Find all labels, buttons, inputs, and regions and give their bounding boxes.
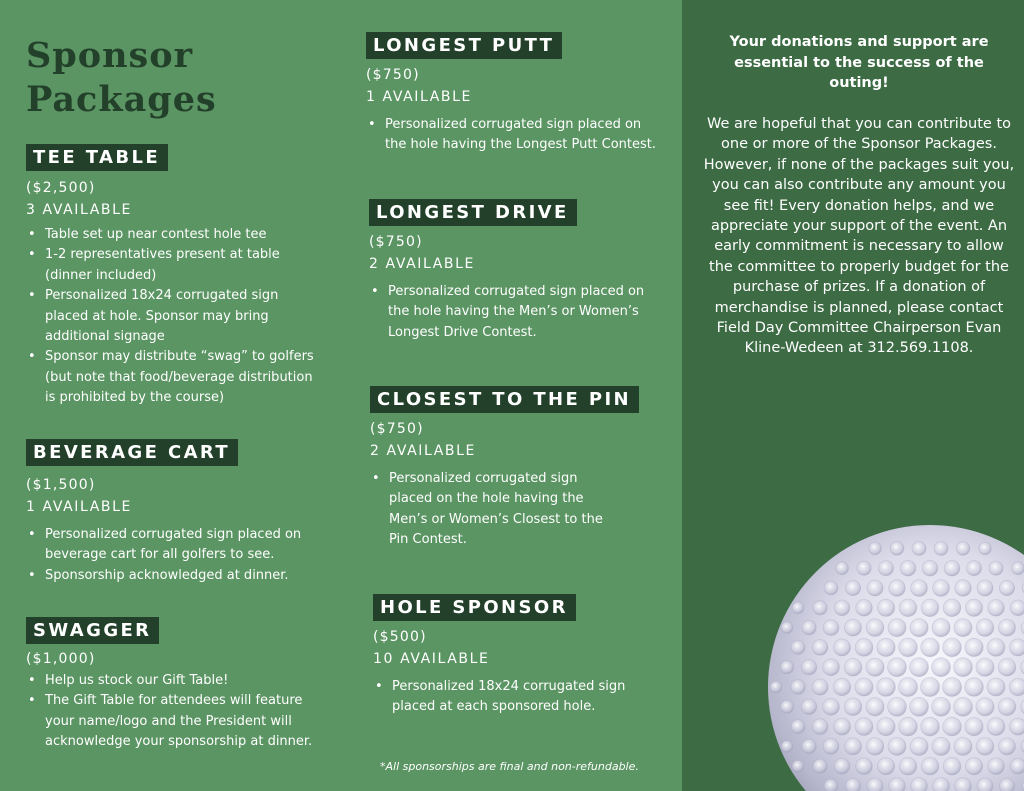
golf-ball-dimple bbox=[911, 580, 928, 597]
benefit-item: • Personalized 18x24 corrugated sign placed at each sponsored hole. bbox=[373, 677, 635, 718]
golf-ball-dimple bbox=[987, 718, 1005, 736]
golf-ball-dimple bbox=[856, 758, 873, 775]
benefit-item: • Personalized corrugated sign placed on the hole having the Men’s or Women’s Longest Drive Contest. bbox=[369, 282, 659, 343]
golf-ball-dimple bbox=[988, 600, 1005, 617]
golf-ball-dimple bbox=[866, 698, 884, 716]
golf-ball-dimple bbox=[943, 717, 962, 736]
golf-ball-dimple bbox=[1010, 758, 1024, 774]
golf-ball-dimple bbox=[911, 778, 928, 791]
golf-ball-dimple bbox=[976, 658, 994, 676]
package-price: ($750) bbox=[370, 421, 424, 437]
package-benefits bbox=[26, 525, 310, 586]
golf-ball-dimple bbox=[770, 681, 782, 693]
package-availability: 10 AVAILABLE bbox=[373, 651, 490, 667]
package-benefits bbox=[26, 671, 322, 753]
package-longest-drive bbox=[369, 199, 669, 343]
golf-ball-dimple bbox=[857, 561, 871, 575]
golf-ball-dimple bbox=[999, 580, 1014, 595]
golf-ball-dimple bbox=[834, 600, 850, 616]
golf-ball-dimple bbox=[998, 658, 1016, 676]
golf-ball-dimple bbox=[781, 741, 793, 753]
package-longest-putt bbox=[366, 32, 666, 156]
golf-ball-dimple bbox=[833, 678, 850, 695]
package-availability: 1 AVAILABLE bbox=[26, 499, 132, 515]
footnote: *All sponsorships are final and non-refundable. bbox=[380, 760, 639, 773]
benefit-item: • Sponsorship acknowledged at dinner. bbox=[26, 566, 310, 586]
golf-ball-dimple bbox=[867, 580, 883, 596]
golf-ball-dimple bbox=[933, 778, 950, 791]
golf-ball-dimple bbox=[802, 739, 816, 753]
benefit-item: • Help us stock our Gift Table! bbox=[26, 671, 322, 691]
golf-ball-dimple bbox=[998, 698, 1016, 716]
golf-ball-dimple bbox=[967, 561, 982, 576]
package-closest-to-pin bbox=[370, 386, 670, 551]
golf-ball-dimple bbox=[781, 622, 793, 634]
package-name: CLOSEST TO THE PIN bbox=[370, 386, 639, 413]
golf-ball-dimple bbox=[791, 680, 806, 695]
package-benefits bbox=[369, 282, 659, 343]
golf-ball-dimple bbox=[979, 542, 992, 555]
golf-ball-dimple bbox=[823, 739, 839, 755]
golf-ball-dimple bbox=[932, 658, 951, 677]
golf-ball-dimple bbox=[932, 697, 951, 716]
benefit-item: • Personalized corrugated sign placed on the hole having the Longest Putt Contest. bbox=[366, 115, 666, 156]
golf-ball-dimple bbox=[890, 542, 904, 556]
golf-ball-dimple bbox=[976, 619, 994, 637]
package-price: ($750) bbox=[369, 234, 423, 250]
golf-ball-dimple bbox=[844, 698, 862, 716]
donation-heading: Your donations and support are essential to the success of the outing! bbox=[729, 34, 989, 91]
benefit-item: • The Gift Table for attendees will feature your name/logo and the President will acknowledge your sponsorship at dinner. bbox=[26, 691, 322, 752]
package-name: TEE TABLE bbox=[26, 144, 168, 171]
golf-ball-dimple bbox=[989, 561, 1003, 575]
golf-ball-dimple bbox=[1012, 562, 1024, 575]
golf-ball-dimple bbox=[933, 580, 950, 597]
package-beverage-cart bbox=[26, 439, 326, 586]
golf-ball-dimple bbox=[877, 599, 894, 616]
package-benefits bbox=[370, 469, 608, 551]
page-title-line2: Packages bbox=[26, 79, 217, 120]
golf-ball-dimple bbox=[869, 542, 882, 555]
golf-ball-dimple bbox=[877, 638, 895, 656]
golf-ball-dimple bbox=[987, 678, 1005, 696]
golf-ball-dimple bbox=[954, 619, 972, 637]
golf-ball-dimple bbox=[944, 560, 960, 576]
package-price: ($500) bbox=[373, 629, 427, 645]
golf-ball-dimple bbox=[780, 661, 793, 674]
package-price: ($1,000) bbox=[26, 651, 96, 667]
package-price: ($1,500) bbox=[26, 477, 96, 493]
golf-ball-dimple bbox=[965, 718, 983, 736]
golf-ball-dimple bbox=[834, 639, 851, 656]
golf-ball-dimple bbox=[910, 619, 928, 637]
golf-ball-dimple bbox=[812, 719, 828, 735]
golf-ball-dimple bbox=[855, 718, 873, 736]
golf-ball-dimple bbox=[999, 619, 1016, 636]
golf-ball-dimple bbox=[855, 678, 873, 696]
golf-ball-dimple bbox=[823, 620, 839, 636]
golf-ball-dimple bbox=[976, 738, 994, 756]
golf-ball-dimple bbox=[780, 700, 793, 713]
golf-ball-dimple bbox=[921, 757, 939, 775]
golf-ball-dimple bbox=[866, 619, 884, 637]
golf-ball-dimple bbox=[888, 658, 907, 677]
golf-ball-dimple bbox=[1009, 678, 1024, 695]
golf-ball-dimple bbox=[813, 759, 827, 773]
golf-ball-dimple bbox=[792, 760, 804, 772]
golf-ball-dimple bbox=[934, 541, 948, 555]
package-benefits bbox=[373, 677, 635, 718]
golf-ball-dimple bbox=[888, 619, 906, 637]
golf-ball-dimple bbox=[955, 778, 972, 791]
golf-ball-dimple bbox=[988, 758, 1005, 775]
golf-ball-dimple bbox=[987, 639, 1005, 657]
golf-ball-dimple bbox=[900, 560, 916, 576]
golf-ball-dimple bbox=[888, 737, 906, 755]
package-name: HOLE SPONSOR bbox=[373, 594, 576, 621]
golf-ball-dimple bbox=[791, 720, 805, 734]
golf-ball-dimple bbox=[977, 580, 993, 596]
golf-ball-dimple bbox=[877, 718, 895, 736]
golf-ball-dimple bbox=[932, 619, 950, 637]
golf-ball-dimple bbox=[812, 640, 828, 656]
golf-ball-dimple bbox=[955, 580, 972, 597]
golf-ball-dimple bbox=[943, 599, 961, 617]
page-title bbox=[26, 34, 217, 122]
golf-ball-dimple bbox=[1010, 639, 1024, 656]
golf-ball-dimple bbox=[899, 717, 918, 736]
golf-ball-dimple bbox=[921, 678, 940, 697]
golf-ball-dimple bbox=[899, 678, 918, 697]
golf-ball-dimple bbox=[845, 738, 862, 755]
golf-ball-dimple bbox=[792, 602, 804, 614]
package-name: SWAGGER bbox=[26, 617, 159, 644]
package-benefits bbox=[26, 225, 318, 409]
golf-ball-dimple bbox=[836, 562, 849, 575]
benefit-item: • 1-2 representatives present at table (dinner included) bbox=[26, 245, 318, 286]
golf-ball-dimple bbox=[977, 778, 993, 791]
golf-ball-dimple bbox=[845, 778, 860, 791]
golf-ball-dimple bbox=[889, 580, 906, 597]
golf-ball-dimple bbox=[943, 757, 961, 775]
package-swagger bbox=[26, 617, 326, 753]
golf-ball-dimple bbox=[956, 542, 970, 556]
golf-ball-dimple bbox=[856, 600, 873, 617]
golf-ball-dimple bbox=[976, 698, 994, 716]
golf-ball-dimple bbox=[999, 738, 1016, 755]
donation-body: We are hopeful that you can contribute to one or more of the Sponsor Packages. However, if none of the packages suit you, you can also contribute any amount you see fit! Every donation helps, and we appreciate your support of the event. An early commitment is necessary to allow the committee to properly budget for the purchase of prizes. If a donation of merchandise is planned, please contact Field Day Committee Chairperson Evan Kline-Wedeen at 312.569.1108. bbox=[703, 116, 1015, 357]
package-tee-table bbox=[26, 144, 326, 409]
golf-ball-dimple bbox=[921, 638, 940, 657]
golf-ball-dimple bbox=[889, 778, 906, 791]
golf-ball-dimple bbox=[877, 758, 894, 775]
package-name: LONGEST DRIVE bbox=[369, 199, 577, 226]
golf-ball-dimple bbox=[943, 678, 962, 697]
package-benefits bbox=[366, 115, 666, 156]
golf-ball-dimple bbox=[922, 560, 938, 576]
golf-ball-dimple bbox=[965, 599, 982, 616]
golf-ball-dimple bbox=[899, 638, 918, 657]
golf-ball-dimple bbox=[943, 638, 962, 657]
golf-ball-dimple bbox=[824, 779, 838, 791]
golf-ball-dimple bbox=[910, 658, 929, 677]
golf-ball-dimple bbox=[824, 581, 838, 595]
package-availability: 2 AVAILABLE bbox=[370, 443, 476, 459]
golf-ball-dimple bbox=[954, 737, 972, 755]
golf-ball-dimple bbox=[801, 660, 816, 675]
golf-ball-dimple bbox=[879, 561, 894, 576]
golf-ball-dimple bbox=[999, 778, 1014, 791]
golf-ball-dimple bbox=[965, 678, 984, 697]
golf-ball-dimple bbox=[845, 580, 860, 595]
golf-ball-dimple bbox=[912, 541, 926, 555]
golf-ball-dimple bbox=[812, 679, 828, 695]
golf-ball-dimple bbox=[834, 718, 851, 735]
package-price: ($750) bbox=[366, 67, 420, 83]
package-name: BEVERAGE CART bbox=[26, 439, 238, 466]
golf-ball-dimple bbox=[932, 737, 950, 755]
golf-ball-dimple bbox=[1010, 600, 1024, 616]
golf-ball-dimple bbox=[845, 619, 862, 636]
golf-ball-dimple bbox=[823, 659, 840, 676]
golf-ball-dimple bbox=[965, 638, 983, 656]
golf-ball-dimple bbox=[791, 640, 805, 654]
golf-ball-dimple bbox=[921, 599, 939, 617]
benefit-item: • Personalized 18x24 corrugated sign placed at hole. Sponsor may bring additional signage bbox=[26, 286, 318, 347]
golf-ball-dimple bbox=[801, 699, 816, 714]
golf-ball-dimple bbox=[877, 678, 896, 697]
benefit-item: • Table set up near contest hole tee bbox=[26, 225, 318, 245]
package-price: ($2,500) bbox=[26, 180, 96, 196]
package-availability: 2 AVAILABLE bbox=[369, 256, 475, 272]
golf-ball-dimple bbox=[866, 658, 884, 676]
golf-ball-dimple bbox=[834, 758, 850, 774]
golf-ball-dimple bbox=[866, 738, 884, 756]
benefit-item: • Personalized corrugated sign placed on beverage cart for all golfers to see. bbox=[26, 525, 310, 566]
golf-ball-dimple bbox=[823, 698, 840, 715]
benefit-item: • Sponsor may distribute “swag” to golfers (but note that food/beverage distribution is prohibited by the course) bbox=[26, 347, 318, 408]
golf-ball-dimple bbox=[888, 697, 907, 716]
golf-ball-dimple bbox=[954, 697, 973, 716]
golf-ball-icon bbox=[765, 522, 1024, 791]
golf-ball-dimple bbox=[921, 717, 940, 736]
golf-ball-dimple bbox=[910, 697, 929, 716]
golf-ball-dimple bbox=[802, 620, 816, 634]
golf-ball-dimple bbox=[1010, 718, 1024, 735]
golf-ball-dimple bbox=[867, 778, 883, 791]
golf-ball-dimple bbox=[855, 639, 873, 657]
package-availability: 3 AVAILABLE bbox=[26, 202, 132, 218]
golf-ball-dimple bbox=[899, 757, 917, 775]
package-name: LONGEST PUTT bbox=[366, 32, 562, 59]
golf-ball-dimple bbox=[813, 601, 827, 615]
golf-ball-dimple bbox=[965, 758, 982, 775]
package-availability: 1 AVAILABLE bbox=[366, 89, 472, 105]
page-title-line1: Sponsor bbox=[26, 35, 194, 76]
golf-ball-dimple bbox=[899, 599, 917, 617]
golf-ball-dimple bbox=[844, 658, 862, 676]
benefit-item: • Personalized corrugated sign placed on the hole having the Men’s or Women’s Closest to the Pin Contest. bbox=[370, 469, 608, 551]
golf-ball-dimple bbox=[910, 737, 928, 755]
package-hole-sponsor bbox=[373, 594, 673, 718]
golf-ball-dimple bbox=[954, 658, 973, 677]
